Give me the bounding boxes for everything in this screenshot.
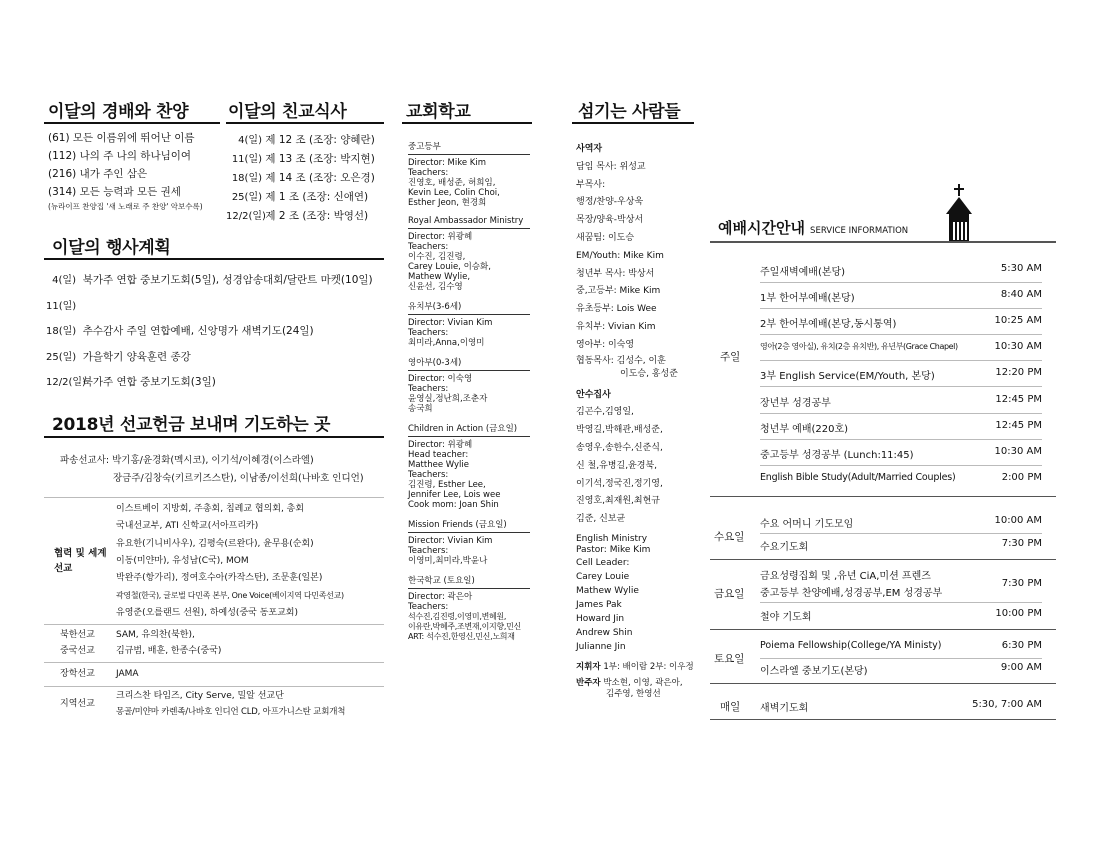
service-time: 5:30, 7:00 AM	[972, 699, 1042, 710]
servants-leader-row	[576, 660, 694, 674]
fellowship-group: 제 12 조 (조장: 양혜란)	[265, 134, 375, 146]
school-line: Teachers:	[408, 470, 449, 480]
missions-dispatched-label: 파송선교사:	[60, 455, 110, 466]
fellowship-title-rule	[226, 122, 384, 124]
service-divider	[760, 465, 1042, 466]
missions-local-entry: 크리스찬 타임즈, City Serve, 밀알 선교단	[116, 691, 284, 701]
service-row	[760, 662, 1042, 677]
service-row	[760, 367, 1042, 382]
service-row	[760, 699, 1042, 714]
missions-coop-entry: 유요한(기니비사우), 김평숙(르완다), 윤무용(순회)	[116, 538, 314, 549]
school-line: 윤영실,정난희,조춘자	[408, 394, 488, 404]
event-row	[46, 345, 373, 371]
missions-dispatched-block	[60, 452, 364, 488]
service-row	[760, 472, 1042, 483]
fellowship-date: 25(일)	[231, 192, 262, 203]
missions-nk-label: 북한선교	[60, 630, 95, 640]
school-section	[408, 356, 530, 414]
service-row	[760, 394, 1042, 409]
service-section-rule	[710, 496, 1056, 497]
service-row	[760, 289, 1042, 304]
event-text: 추수감사 주일 연합예배, 신앙명가 새벽기도(24일)	[82, 325, 314, 337]
school-line: Mathew Wylie,	[408, 272, 471, 282]
school-line: Director: Vivian Kim	[408, 536, 493, 546]
event-row	[46, 370, 373, 396]
service-divider	[760, 308, 1042, 309]
worship-song: (216) 내가 주인 삼은	[48, 168, 148, 180]
missions-divider	[44, 497, 384, 498]
service-name: 장년부 성경공부	[760, 398, 831, 409]
school-line: 최미라,Anna,이영미	[408, 338, 485, 348]
fellowship-date: 4(일)	[238, 135, 262, 146]
school-line: Head teacher:	[408, 450, 469, 460]
worship-title: 이달의 경배와 찬양	[48, 102, 189, 122]
servants-english-member: Mathew Wylie	[576, 585, 639, 596]
event-date: 12/2(일)	[46, 377, 86, 388]
missions-china-label: 중국선교	[60, 646, 95, 656]
service-time: 12:20 PM	[995, 367, 1042, 378]
servants-leader: 1부: 배이람 2부: 이우정	[603, 661, 694, 672]
worship-song-list	[48, 128, 203, 212]
missions-local-list	[116, 688, 345, 720]
servants-english-member: Cell Leader:	[576, 557, 630, 568]
service-time: 9:00 AM	[1000, 662, 1042, 673]
fellowship-row	[226, 169, 375, 188]
servants-deacon: 김곤수,김영일,	[576, 407, 634, 418]
school-section	[408, 574, 530, 642]
school-line: 이유란,박혜주,조변재,이지향,민신	[408, 622, 521, 631]
service-divider	[760, 658, 1042, 659]
servants-minister: 유초등부: Lois Wee	[576, 304, 657, 315]
missions-china-text: 김규범, 배훈, 한종수(중국)	[116, 646, 222, 656]
service-section-rule	[710, 559, 1056, 560]
service-time: 6:30 PM	[1001, 640, 1042, 651]
service-divider	[760, 413, 1042, 414]
servants-english-member: Andrew Shin	[576, 627, 633, 638]
missions-scholarship-text: JAMA	[116, 669, 139, 679]
servants-english-member: Carey Louie	[576, 571, 630, 582]
missions-dispatched-row	[60, 452, 364, 470]
school-section-heading: 유치부(3-6세)	[408, 300, 530, 315]
servants-deacon: 김준, 신보균	[576, 514, 626, 525]
fellowship-date: 18(일)	[231, 173, 262, 184]
service-title-rule	[710, 241, 1056, 243]
service-divider	[760, 360, 1042, 361]
missions-title-rule	[44, 436, 384, 438]
fellowship-row	[226, 150, 375, 169]
missions-dispatched-entry: 장금주/김창숙(키르키즈스탄), 이남종/이선희(나바호 인디언)	[113, 473, 364, 484]
event-row	[46, 319, 373, 345]
event-row	[46, 294, 373, 320]
servants-deacon: 이기석,정국진,정기영,	[576, 478, 663, 489]
school-line: Teachers:	[408, 168, 449, 178]
servants-minister: 청년부 목사: 박상서	[576, 268, 655, 279]
servants-minister: 유치부: Vivian Kim	[576, 321, 656, 332]
service-row	[760, 584, 1042, 599]
service-day-wednesday: 수요일	[714, 531, 745, 543]
missions-coop-entry: 박완주(항가리), 정여호수아(카작스탄), 조문훈(일본)	[116, 573, 323, 584]
missions-local-label: 지역선교	[60, 699, 95, 709]
servants-english-label: English Ministry	[576, 533, 648, 544]
service-subtitle: SERVICE INFORMATION	[810, 226, 909, 236]
service-time: 7:30 PM	[1001, 538, 1042, 549]
missions-coop-entry: 유영준(오를랜드 선원), 하예성(중국 동포교회)	[116, 607, 298, 618]
school-section-heading: Royal Ambassador Ministry	[408, 216, 530, 229]
servants-minister: 부목사:	[576, 179, 606, 190]
missions-coop-entry: 이동(미얀마), 유성남(C국), MOM	[116, 555, 249, 566]
school-title: 교회학교	[406, 102, 471, 122]
servants-minister: 영아부: 이숙영	[576, 339, 635, 350]
event-date: 4(일)	[52, 275, 76, 286]
school-title-rule	[402, 122, 532, 124]
event-text: 가을학기 양육훈련 종강	[82, 350, 191, 363]
service-time: 5:30 AM	[1000, 263, 1042, 274]
missions-local-entry: 몽골/미얀마 카렌족/나바호 인디언 CLD, 아프가니스탄 교회개척	[116, 707, 346, 717]
worship-song: (314) 모든 능력과 모든 권세	[48, 186, 181, 198]
school-line: Director: 위광혜	[408, 440, 473, 450]
servants-minister: 행정/찬양-우상욱	[576, 197, 644, 208]
fellowship-group: 제 14 조 (조장: 오은경)	[265, 172, 375, 184]
servants-accomp-label: 반주자	[576, 677, 601, 688]
fellowship-group: 제 2 조 (조장: 박영선)	[265, 210, 369, 222]
service-time: 10:30 AM	[994, 446, 1042, 457]
school-line: Teachers:	[408, 602, 449, 612]
school-line: Director: 곽은아	[408, 592, 473, 602]
servants-deacon: 송영우,송한수,신준식,	[576, 442, 663, 453]
missions-title: 2018년 선교헌금 보내며 기도하는 곳	[52, 415, 331, 435]
service-row	[760, 263, 1042, 278]
service-time: 10:30 AM	[994, 341, 1042, 352]
servants-block	[576, 141, 694, 700]
service-name: 3부 English Service(EM/Youth, 본당)	[760, 371, 935, 382]
school-line: Director: 이숙영	[408, 374, 473, 384]
servants-deacons-label: 안수집사	[576, 389, 611, 400]
school-line: 신윤선, 김수영	[408, 282, 463, 292]
servants-leader-label: 지휘자	[576, 661, 601, 672]
service-divider	[760, 439, 1042, 440]
service-day-sunday: 주일	[720, 351, 741, 363]
school-line: Director: Vivian Kim	[408, 318, 493, 328]
service-title: 예배시간안내	[718, 219, 805, 237]
school-section-heading: Mission Friends (금요일)	[408, 518, 530, 533]
school-section-heading: 한국학교 (토요일)	[408, 574, 530, 589]
fellowship-group: 제 1 조 (조장: 신애연)	[265, 191, 369, 203]
servants-english-member: Howard Jin	[576, 613, 625, 624]
service-row	[760, 608, 1042, 623]
fellowship-date: 11(일)	[231, 154, 262, 165]
missions-divider	[44, 624, 384, 625]
worship-songbook-note: (뉴라이프 찬양집 '새 노래로 주 찬양' 악보수록)	[48, 202, 203, 211]
event-text: 북가주 연합 중보기도회(3일)	[82, 376, 216, 388]
missions-nk-text: SAM, 유의찬(북한),	[116, 630, 195, 640]
school-line: ART: 석수진,한영신,민신,노희재	[408, 632, 515, 641]
missions-coop-list	[116, 501, 344, 622]
fellowship-row	[226, 207, 375, 226]
service-time: 12:45 PM	[995, 420, 1042, 431]
servants-minister: 목장/양육-박상서	[576, 215, 644, 226]
service-section-rule	[710, 719, 1056, 720]
missions-divider	[44, 686, 384, 687]
missions-divider	[44, 662, 384, 663]
servants-minister: EM/Youth: Mike Kim	[576, 250, 664, 261]
school-line: Director: 위광혜	[408, 232, 473, 242]
worship-song: (61) 모든 이름위에 뛰어난 이름	[48, 132, 195, 144]
fellowship-list	[226, 131, 375, 226]
service-divider	[760, 602, 1042, 603]
event-date: 18(일)	[46, 326, 77, 337]
service-name: 수요기도회	[760, 542, 809, 553]
service-divider	[760, 386, 1042, 387]
servants-title: 섬기는 사람들	[578, 102, 681, 122]
missions-scholarship-label: 장학선교	[60, 669, 95, 679]
school-line: Jennifer Lee, Lois wee	[408, 490, 501, 500]
service-name: 2부 한어부예배(본당,동시통역)	[760, 319, 897, 330]
service-title-row	[718, 217, 908, 238]
missions-dispatched-entry: 박기홍/윤경화(멕시코), 이기석/이혜경(이스라엘)	[112, 455, 314, 466]
service-divider	[760, 334, 1042, 335]
school-line: Teachers:	[408, 546, 449, 556]
school-section	[408, 422, 530, 510]
service-row	[760, 567, 1042, 582]
servants-minister: 이도승, 홍성준	[620, 368, 678, 379]
fellowship-row	[226, 131, 375, 150]
missions-coop-label: 협력 및 세계선교	[54, 548, 107, 574]
servants-english-member: Julianne Jin	[576, 641, 626, 652]
servants-minister: 협동목사: 김성수, 이훈	[576, 355, 666, 366]
service-time: 8:40 AM	[1000, 289, 1042, 300]
school-line: Matthee Wylie	[408, 460, 469, 470]
servants-accomp: 박소현, 이영, 곽은아,	[603, 677, 683, 688]
service-day-saturday: 토요일	[714, 653, 745, 665]
fellowship-row	[226, 188, 375, 207]
service-row	[760, 420, 1042, 435]
service-time: 10:25 AM	[994, 315, 1042, 326]
event-date: 25(일)	[46, 351, 77, 363]
service-name: 1부 한어부예배(본당)	[760, 293, 855, 304]
service-row	[760, 538, 1042, 553]
worship-title-rule	[44, 122, 220, 124]
service-name: 새벽기도회	[760, 703, 809, 714]
service-row	[760, 341, 1042, 352]
service-row	[760, 515, 1042, 530]
service-row	[760, 446, 1042, 461]
service-name: 영아(2층 영아실), 유치(2층 유치반), 유년부(Grace Chapel)	[760, 342, 958, 351]
service-section-rule	[710, 629, 1056, 630]
school-line: Esther Jeon, 현경희	[408, 198, 487, 208]
service-name: 이스라엘 중보기도(본당)	[760, 666, 868, 677]
school-section-heading: Children in Action (금요일)	[408, 422, 530, 437]
school-line: 김진령, Esther Lee,	[408, 480, 486, 490]
fellowship-group: 제 13 조 (조장: 박지현)	[265, 153, 375, 165]
missions-coop-entry: 이스트베이 지방회, 주총회, 침례교 협의회, 총회	[116, 504, 305, 514]
servants-ministers-label: 사역자	[576, 144, 603, 154]
service-name: 철야 기도회	[760, 612, 812, 623]
service-name: 중고등부 성경공부 (Lunch:11:45)	[760, 450, 914, 461]
servants-minister: 담임 목사: 위성교	[576, 161, 646, 172]
events-title-rule	[44, 258, 384, 260]
service-name: 금요성령집회 및 ,유년 CiA,미션 프렌즈	[760, 571, 931, 582]
school-line: Teachers:	[408, 242, 449, 252]
school-line: 이수진, 김진령,	[408, 252, 466, 262]
events-list	[46, 268, 373, 396]
school-section-heading: 중고등부	[408, 140, 530, 155]
servants-english-member: James Pak	[576, 599, 622, 610]
school-line: Cook mom: Joan Shin	[408, 500, 499, 510]
service-name: 수요 어머니 기도모임	[760, 519, 854, 530]
service-name: English Bible Study(Adult/Married Couples)	[760, 472, 956, 483]
missions-coop-entry: 국내선교부, ATI 신학교(서아프리카)	[116, 521, 259, 532]
service-time: 10:00 AM	[994, 515, 1042, 526]
event-date: 11(일)	[46, 300, 77, 312]
service-divider	[760, 533, 1042, 534]
service-name: 청년부 예배(220호)	[760, 424, 849, 435]
event-text: 북가주 연합 중보기도회(5일), 성경암송대회/달란트 마켓(10일)	[82, 274, 373, 286]
service-section-rule	[710, 683, 1056, 684]
school-section-heading: 영아부(0-3세)	[408, 356, 530, 371]
fellowship-title: 이달의 친교식사	[228, 102, 347, 122]
school-line: Director: Mike Kim	[408, 158, 487, 168]
school-line: Teachers:	[408, 328, 449, 338]
service-time: 2:00 PM	[1001, 472, 1042, 483]
service-row	[760, 315, 1042, 330]
events-title: 이달의 행사계획	[52, 238, 171, 258]
service-day-daily: 매일	[720, 701, 741, 713]
service-row	[760, 640, 1042, 651]
school-line: Teachers:	[408, 384, 449, 394]
school-line: Kevin Lee, Colin Choi,	[408, 188, 500, 198]
servants-accomp-row	[576, 678, 694, 689]
service-time: 10:00 PM	[995, 608, 1042, 619]
school-section	[408, 518, 530, 566]
church-steeple-icon	[941, 184, 977, 242]
service-divider	[760, 282, 1042, 283]
school-section	[408, 216, 530, 292]
servants-deacon: 신 철,유병길,윤경북,	[576, 460, 657, 471]
school-line: 송국희	[408, 404, 433, 414]
school-section	[408, 300, 530, 348]
school-section	[408, 140, 530, 208]
service-name: Poiema Fellowship(College/YA Ministy)	[760, 640, 942, 651]
school-sections	[408, 132, 530, 642]
servants-english-member: Pastor: Mike Kim	[576, 544, 651, 555]
service-day-friday: 금요일	[714, 588, 745, 600]
school-line: 진영호, 배성준, 허희임,	[408, 178, 496, 188]
school-line: Carey Louie, 이승화,	[408, 262, 491, 272]
servants-minister: 중,고등부: Mike Kim	[576, 286, 661, 297]
servants-deacon: 진영호,최재원,최현규	[576, 496, 660, 507]
school-line: 이영미,최미라,박윤나	[408, 556, 488, 566]
event-row	[46, 268, 373, 294]
servants-title-rule	[572, 122, 694, 124]
servants-minister: 새꿈팀: 이도승	[576, 232, 635, 243]
service-name: 중고등부 찬양예배,성경공부,EM 성경공부	[760, 588, 943, 599]
fellowship-date: 12/2(일)	[226, 211, 266, 222]
service-time: 12:45 PM	[995, 394, 1042, 405]
servants-accomp: 김주영, 한영선	[606, 688, 661, 699]
missions-coop-entry: 곽영철(한국), 글로벌 다민족 본부, One Voice(베이지역 다민족선교)	[116, 591, 344, 601]
service-name: 주일새벽예배(본당)	[760, 267, 846, 278]
worship-song: (112) 나의 주 나의 하나님이여	[48, 150, 192, 162]
service-time: 7:30 PM	[1001, 578, 1042, 589]
school-line: 석수진,김진령,이영미,변혜원,	[408, 612, 507, 621]
servants-deacon: 박영길,박해관,배성준,	[576, 425, 663, 436]
